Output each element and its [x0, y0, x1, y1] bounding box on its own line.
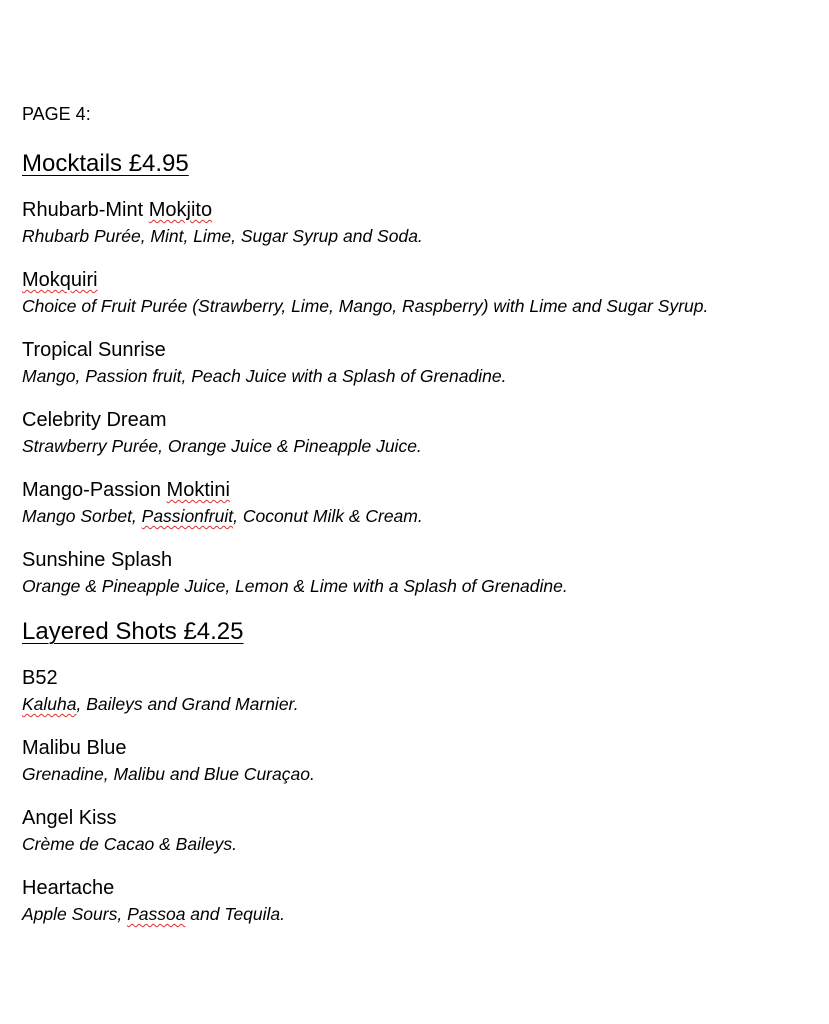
item-name	[22, 266, 822, 294]
menu-page	[22, 102, 822, 944]
item-name-text-misspelled: Moktini	[166, 479, 230, 501]
item-name	[22, 336, 822, 364]
menu-item	[22, 196, 822, 249]
item-description-text: and Tequila.	[185, 904, 286, 924]
item-description-text: Grenadine, Malibu and Blue Curaçao.	[22, 764, 315, 784]
item-name-text: B52	[22, 667, 58, 689]
item-description	[22, 434, 822, 459]
item-name-text: Sunshine Splash	[22, 549, 173, 571]
page-label: PAGE 4:	[22, 104, 91, 124]
item-name	[22, 734, 822, 762]
item-description-text: , Baileys and Grand Marnier.	[76, 694, 299, 714]
menu-item	[22, 664, 822, 717]
item-description	[22, 762, 822, 787]
item-description	[22, 902, 822, 927]
item-name	[22, 804, 822, 832]
item-description-text-misspelled: Kaluha	[22, 694, 77, 714]
item-name-text: Celebrity Dream	[22, 409, 167, 431]
section-title: Layered Shots £4.25	[22, 618, 244, 645]
menu-item	[22, 336, 822, 389]
item-name-text: Tropical Sunrise	[22, 339, 166, 361]
item-description-text: Mango Sorbet,	[22, 506, 142, 526]
item-name-text: Malibu Blue	[22, 737, 127, 759]
item-description	[22, 832, 822, 857]
item-description-text-misspelled: Passoa	[127, 904, 186, 924]
section-layered-shots	[22, 616, 822, 927]
item-description	[22, 692, 822, 717]
menu-item	[22, 406, 822, 459]
item-name-text: Heartache	[22, 877, 115, 899]
item-description-text: Choice of Fruit Purée (Strawberry, Lime, Mango, Raspberry) with Lime and Sugar Syrup.	[22, 296, 709, 316]
menu-item	[22, 546, 822, 599]
item-name	[22, 476, 822, 504]
menu-item	[22, 804, 822, 857]
item-name-text: Angel Kiss	[22, 807, 117, 829]
section-title: Mocktails £4.95	[22, 150, 189, 177]
item-description	[22, 294, 822, 319]
menu-item	[22, 476, 822, 529]
section-mocktails	[22, 148, 822, 599]
menu-item	[22, 734, 822, 787]
item-name-text-misspelled: Mokquiri	[22, 269, 98, 291]
item-name-text: Rhubarb-Mint	[22, 199, 149, 221]
item-name	[22, 196, 822, 224]
item-description	[22, 364, 822, 389]
item-description	[22, 224, 822, 249]
menu-item	[22, 874, 822, 927]
item-description	[22, 504, 822, 529]
item-description-text: Orange & Pineapple Juice, Lemon & Lime with a Splash of Grenadine.	[22, 576, 568, 596]
item-name	[22, 546, 822, 574]
item-description	[22, 574, 822, 599]
item-description-text: Mango, Passion fruit, Peach Juice with a Splash of Grenadine.	[22, 366, 507, 386]
item-description-text: , Coconut Milk & Cream.	[233, 506, 423, 526]
item-description-text: Rhubarb Purée, Mint, Lime, Sugar Syrup and Soda.	[22, 226, 423, 246]
item-description-text: Strawberry Purée, Orange Juice & Pineapple Juice.	[22, 436, 422, 456]
item-name-text: Mango-Passion	[22, 479, 167, 501]
item-name	[22, 664, 822, 692]
item-description-text: Apple Sours,	[22, 904, 128, 924]
item-description-text: Crème de Cacao & Baileys.	[22, 834, 237, 854]
item-name	[22, 874, 822, 902]
item-name	[22, 406, 822, 434]
item-description-text-misspelled: Passionfruit	[141, 506, 234, 526]
menu-item	[22, 266, 822, 319]
item-name-text-misspelled: Mokjito	[148, 199, 213, 221]
